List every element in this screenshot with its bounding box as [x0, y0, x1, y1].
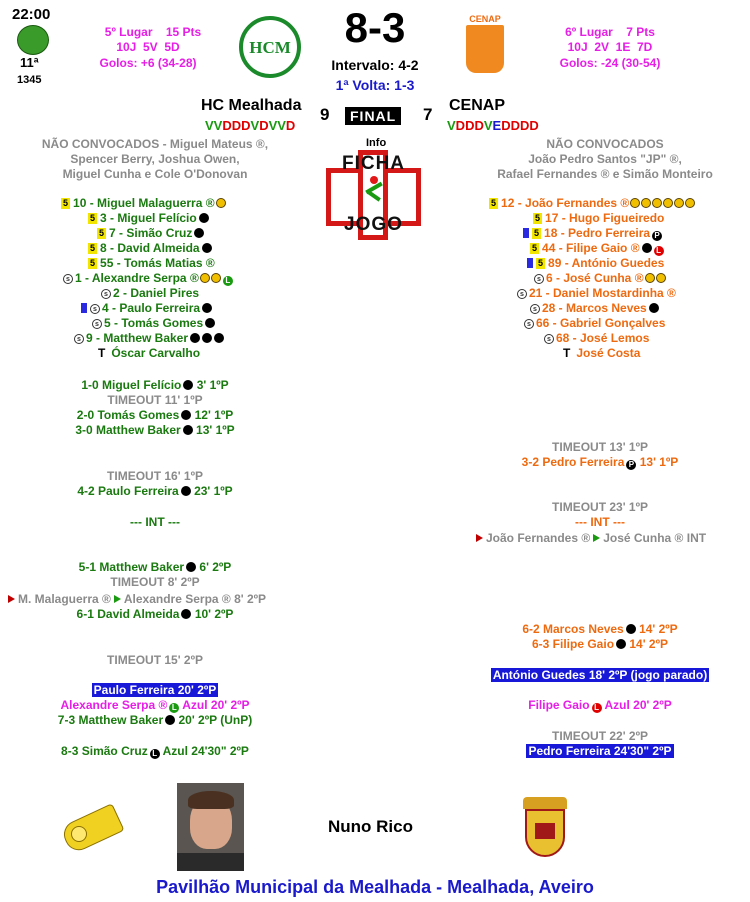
yellow-ball-icon [641, 198, 651, 208]
away-form [447, 118, 539, 133]
home-record: 10J 5V 5D [116, 40, 180, 54]
sub-icon: s [63, 274, 73, 284]
form-result: D [285, 118, 296, 133]
event-goal: 2-0 Tomás Gomes 12' 1ºP [76, 408, 234, 422]
form-result: D [222, 118, 232, 133]
blue-card-icon: L [592, 703, 602, 713]
goal-icon [649, 303, 659, 313]
event-blue-card: Paulo Ferreira 20' 2ºP [93, 683, 217, 697]
home-rank: 5º Lugar 15 Pts [104, 25, 202, 39]
form-result: V [268, 118, 278, 133]
sub-icon: s [101, 289, 111, 299]
blue-card-icon [527, 258, 533, 268]
form-result: V [447, 118, 456, 133]
five-icon: 5 [534, 228, 540, 238]
away-rank: 6º Lugar 7 Pts [565, 25, 655, 39]
yellow-ball-icon [200, 273, 210, 283]
event-timeout: TIMEOUT 8' 2ºP [110, 575, 200, 589]
round-number: 11ª [20, 55, 39, 70]
form-result: D [259, 118, 269, 133]
home-player[interactable]: s 9 - Matthew Baker [74, 331, 224, 346]
jogo-label: JOGO [344, 214, 403, 235]
yellow-ball-icon [674, 198, 684, 208]
event-goal: 3-0 Matthew Baker 13' 1ºP [75, 423, 235, 437]
form-result: D [529, 118, 539, 133]
home-logo[interactable] [239, 16, 301, 78]
home-player[interactable]: 5 3 - Miguel Felício [88, 211, 209, 226]
venue: Pavilhão Municipal da Mealhada - Mealhada, Aveiro [156, 877, 594, 897]
away-player[interactable]: 5 18 - Pedro Ferreira P [523, 226, 662, 241]
five-icon: 5 [90, 213, 96, 223]
away-player[interactable]: s 66 - Gabriel Gonçalves [524, 316, 665, 331]
goal-icon [202, 303, 212, 313]
five-icon: 5 [99, 228, 105, 238]
five-icon: 5 [90, 258, 96, 268]
goal-icon [626, 624, 636, 634]
goal-icon [214, 333, 224, 343]
event-goal: 5-1 Matthew Baker 6' 2ºP [78, 560, 232, 574]
event-goal: 1-0 Miguel Felício 3' 1ºP [81, 378, 229, 392]
event-goal: 6-3 Filipe Gaio 14' 2ºP [532, 637, 668, 651]
ficha-player-icon [365, 176, 383, 206]
event-substitution: M. Malaguerra ® Alexandre Serpa ® 8' 2ºP [8, 592, 266, 607]
goal-icon [186, 562, 196, 572]
away-player[interactable]: s 21 - Daniel Mostardinha ® [517, 286, 676, 301]
blue-card-icon: L [223, 276, 233, 286]
event-goal: 4-2 Paulo Ferreira 23' 1ºP [77, 484, 233, 498]
goal-icon [194, 228, 204, 238]
five-icon: 5 [491, 198, 497, 208]
sub-icon: s [92, 319, 102, 329]
blue-card-icon [523, 228, 529, 238]
event-blue-card: Pedro Ferreira 24'30" 2ºP [528, 744, 672, 758]
match-time: 22:00 [12, 6, 51, 23]
round-icon [17, 25, 49, 55]
form-result: D [455, 118, 466, 133]
sub-out-arrow-icon [476, 534, 483, 542]
five-icon: 5 [63, 198, 69, 208]
home-not-called: NÃO CONVOCADOS - Miguel Mateus ®, Spencer Berry, Joshua Owen, Miguel Cunha e Cole O'Donovan [41, 137, 269, 181]
yellow-ball-icon [652, 198, 662, 208]
goal-icon [181, 609, 191, 619]
event-timeout: TIMEOUT 13' 1ºP [552, 440, 648, 454]
game-id: 1345 [17, 74, 42, 86]
ficha-label: FICHA [341, 153, 406, 174]
home-team-name[interactable]: HC Mealhada [201, 97, 302, 114]
ficha-jogo-button[interactable] [326, 150, 421, 240]
goal-icon [181, 486, 191, 496]
event-goal: 6-2 Marcos Neves 14' 2ºP [522, 622, 678, 636]
away-not-called: NÃO CONVOCADOS João Pedro Santos "JP" ®, Rafael Fernandes ® e Simão Monteiro [497, 137, 713, 181]
goal-icon [202, 243, 212, 253]
event-blue-card: António Guedes 18' 2ºP (jogo parado) [492, 668, 708, 682]
yellow-ball-icon [211, 273, 221, 283]
sub-icon: s [534, 274, 544, 284]
away-player[interactable]: s 6 - José Cunha ® [534, 271, 666, 286]
referee-name: Nuno Rico [328, 817, 413, 836]
sub-icon: s [517, 289, 527, 299]
home-goals: Golos: +6 (34-28) [99, 56, 197, 70]
away-record: 10J 2V 1E 7D [567, 40, 653, 54]
goal-icon [190, 333, 200, 343]
event-interval: --- INT --- [575, 515, 625, 529]
form-result: V [250, 118, 260, 133]
event-timeout: TIMEOUT 22' 2ºP [552, 729, 648, 743]
municipal-crest-icon [523, 797, 567, 859]
sub-icon: s [90, 304, 100, 314]
home-fouls: 9 [320, 105, 330, 124]
sub-in-arrow-icon [114, 595, 121, 603]
goal-icon [183, 425, 193, 435]
whistle-icon [55, 800, 127, 850]
five-icon: 5 [90, 243, 96, 253]
yellow-ball-icon [645, 273, 655, 283]
goal-icon [183, 380, 193, 390]
form-result: V [277, 118, 286, 133]
away-player[interactable]: 5 17 - Hugo Figueiredo [535, 211, 665, 225]
sub-out-arrow-icon [8, 595, 15, 603]
form-result: V [483, 118, 493, 133]
home-player[interactable]: s 5 - Tomás Gomes [92, 316, 215, 331]
form-result: D [241, 118, 251, 133]
sub-in-arrow-icon [593, 534, 600, 542]
home-coach[interactable]: T Óscar Carvalho [98, 346, 201, 360]
form-result: V [205, 118, 214, 133]
goal-icon [616, 639, 626, 649]
sub-icon: s [544, 334, 554, 344]
away-logo-text: CENAP [469, 14, 501, 24]
away-logo-shield [466, 25, 504, 73]
event-goal: 7-3 Matthew Baker 20' 2ºP (UnP) [57, 713, 253, 727]
event-substitution: João Fernandes ® José Cunha ® INT [476, 531, 706, 546]
event-timeout: TIMEOUT 11' 1ºP [107, 393, 203, 407]
coach-icon: T [98, 346, 106, 360]
home-player[interactable]: 5 7 - Simão Cruz [97, 226, 204, 241]
five-icon: 5 [532, 243, 538, 253]
home-player[interactable]: s 4 - Paulo Ferreira [81, 301, 212, 316]
home-logo-text: HCM [249, 38, 291, 57]
goal-icon [205, 318, 215, 328]
home-form [205, 118, 295, 133]
yellow-ball-icon [663, 198, 673, 208]
form-result: E [492, 118, 502, 133]
away-goals: Golos: -24 (30-54) [559, 56, 661, 70]
blue-card-icon: L [654, 246, 664, 256]
referee-hair [188, 791, 234, 809]
away-player[interactable]: 5 44 - Filipe Gaio ® L [530, 241, 664, 256]
sub-icon: s [530, 304, 540, 314]
five-icon: 5 [535, 213, 541, 223]
form-result: D [231, 118, 242, 133]
away-team-name[interactable]: CENAP [449, 97, 506, 114]
yellow-ball-icon [656, 273, 666, 283]
form-result: D [519, 118, 530, 133]
event-goal: 3-2 Pedro Ferreira P 13' 1ºP [521, 455, 679, 469]
goal-icon [199, 213, 209, 223]
away-player[interactable]: 5 89 - António Guedes [527, 256, 664, 271]
referee-photo[interactable] [177, 783, 244, 871]
sub-icon: s [524, 319, 534, 329]
penalty-icon: P [626, 460, 636, 470]
event-blue-card: Alexandre Serpa ® L Azul 20' 2ºP [60, 698, 250, 712]
goal-icon [181, 410, 191, 420]
final-badge: FINAL [345, 107, 401, 125]
goal-icon [165, 715, 175, 725]
away-player[interactable]: 5 12 - João Fernandes ® [489, 196, 695, 211]
form-result: D [501, 118, 511, 133]
home-player[interactable]: s 1 - Alexandre Serpa ® L [63, 271, 233, 286]
away-fouls: 7 [423, 105, 433, 124]
away-logo[interactable] [463, 14, 507, 76]
event-timeout: TIMEOUT 16' 1ºP [107, 469, 203, 483]
penalty-icon [216, 198, 226, 208]
event-interval: --- INT --- [130, 515, 180, 529]
form-result: D [465, 118, 475, 133]
coach-icon: T [563, 346, 571, 360]
referee-shirt [177, 853, 244, 871]
away-player[interactable]: s 68 - José Lemos [544, 331, 649, 346]
form-result: D [510, 118, 520, 133]
penalty-icon: P [652, 231, 662, 241]
home-player[interactable]: 5 8 - David Almeida [88, 241, 212, 256]
event-timeout: TIMEOUT 23' 1ºP [552, 500, 648, 514]
away-coach[interactable]: T José Costa [563, 346, 641, 360]
info-label[interactable]: Info [366, 137, 387, 149]
event-goal: 8-3 Simão Cruz L Azul 24'30" 2ºP [61, 744, 249, 758]
goal-icon [202, 333, 212, 343]
final-score: 8-3 [344, 4, 406, 51]
event-blue-card: Filipe Gaio L Azul 20' 2ºP [528, 698, 672, 712]
yellow-ball-icon [685, 198, 695, 208]
goal-icon [642, 243, 652, 253]
yellow-ball-icon [630, 198, 640, 208]
blue-card-icon: L [169, 703, 179, 713]
blue-card-icon [81, 303, 87, 313]
form-result: V [213, 118, 223, 133]
sub-icon: s [74, 334, 84, 344]
home-player[interactable]: 5 55 - Tomás Matias ® [90, 256, 215, 270]
first-leg-score: 1ª Volta: 1-3 [335, 77, 415, 93]
event-goal: 6-1 David Almeida 10' 2ºP [76, 607, 234, 621]
away-player[interactable]: s 28 - Marcos Neves [530, 301, 659, 316]
five-icon: 5 [538, 258, 544, 268]
form-result: D [474, 118, 484, 133]
interval-score: Intervalo: 4-2 [331, 57, 419, 73]
home-player[interactable]: s 2 - Daniel Pires [101, 286, 199, 301]
blue-card-icon: L [150, 749, 160, 759]
event-timeout: TIMEOUT 15' 2ºP [107, 653, 203, 667]
home-player[interactable]: 5 10 - Miguel Malaguerra ® [61, 196, 226, 211]
